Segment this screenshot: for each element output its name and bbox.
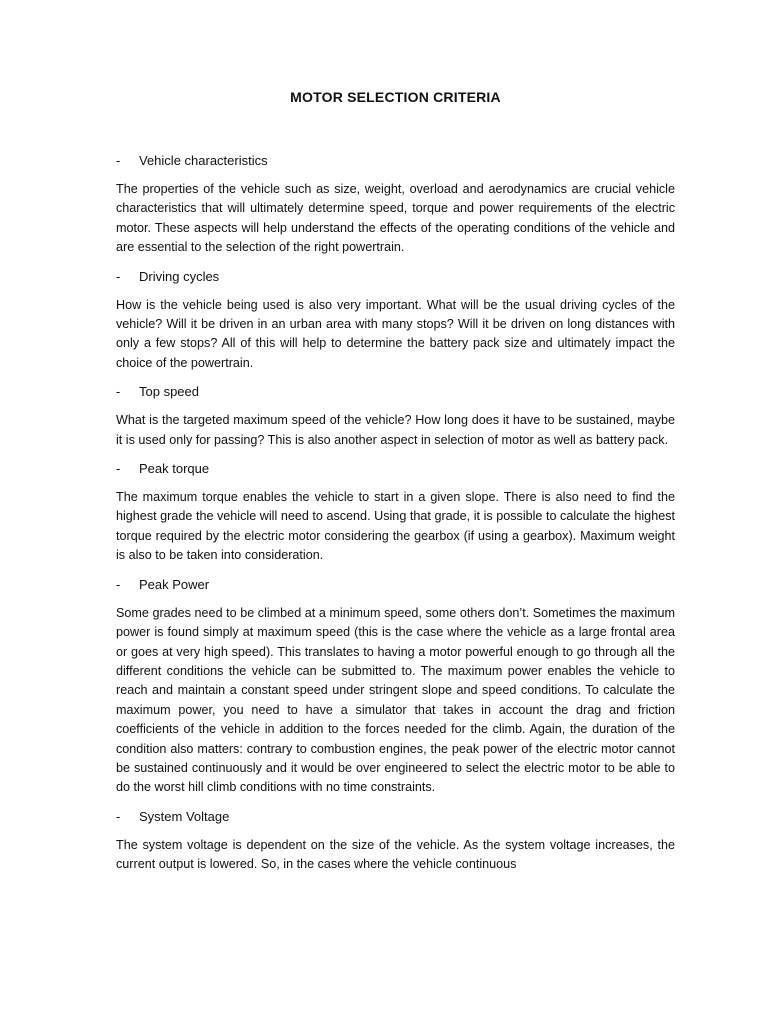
section-heading-text: Peak torque [139,461,210,477]
section-heading [116,268,675,286]
document-title: MOTOR SELECTION CRITERIA [290,89,501,105]
bullet-dash: - [116,461,121,477]
section-heading [116,808,675,826]
section-peak-torque [116,460,675,566]
section-heading [116,576,675,594]
section-heading-text: Peak Power [139,576,210,592]
section-heading-text: System Voltage [139,808,230,824]
bullet-dash: - [116,808,121,824]
section-peak-power [116,576,675,798]
bullet-dash: - [116,153,121,168]
section-paragraph: The system voltage is dependent on the size of the vehicle. As the system voltage increases, the current output is lowered. So, in the cases where the vehicle continuous [116,837,675,872]
section-driving-cycles [116,268,675,374]
section-paragraph: How is the vehicle being used is also very important. What will be the usual driving cycles of the vehicle? Will it be driven in an urban area with many stops? Will it be driven on long distances with only a few stops? All of this will help to determine the battery pack size and ultimately impact the choice of the powertrain. [116,297,675,370]
section-top-speed [116,383,675,450]
section-paragraph: What is the targeted maximum speed of the vehicle? How long does it have to be sustained, maybe it is used only for passing? This is also another aspect in selection of motor as well as battery pack. [116,413,675,447]
document-page [116,88,675,885]
bullet-dash: - [116,576,121,592]
section-heading-text: Driving cycles [139,268,220,284]
section-paragraph: Some grades need to be climbed at a minimum speed, some others don’t. Sometimes the maximum power is found simply at maximum speed (this is the case where the vehicle as a large frontal area or goes at very high speed). This translates to having a motor powerful enough to go through all the different conditions the vehicle can be submitted to. The maximum power enables the vehicle to reach and maintain a constant speed under stringent slope and speed conditions. To calculate the maximum power, you need to have a simulator that takes in account the drag and friction coefficients of the vehicle in addition to the forces needed for the climb. Again, the duration of the condition also matters: contrary to combustion engines, the peak power of the electric motor cannot be sustained continuously and it would be over engineered to select the electric motor to be able to do the worst hill climb conditions with no time constraints. [116,605,675,795]
section-paragraph: The maximum torque enables the vehicle to start in a given slope. There is also need to find the highest grade the vehicle will need to ascend. Using that grade, it is possible to calculate the highest torque required by the electric motor considering the gearbox (if using a gearbox). Maximum weight is also to be taken into consideration. [116,490,675,563]
section-system-voltage [116,808,675,875]
section-heading [116,383,675,401]
section-heading-text: Vehicle characteristics [139,153,268,168]
section-heading-text: Top speed [139,384,199,400]
section-heading [116,460,675,478]
section-heading [116,152,675,170]
section-vehicle-characteristics [116,152,675,258]
bullet-dash: - [116,384,121,400]
section-paragraph: The properties of the vehicle such as size, weight, overload and aerodynamics are crucial vehicle characteristics that will ultimately determine speed, torque and power requirements of the electric motor. These aspects will help understand the effects of the operating conditions of the vehicle and are essential to the selection of the right powertrain. [116,182,675,255]
bullet-dash: - [116,268,121,284]
